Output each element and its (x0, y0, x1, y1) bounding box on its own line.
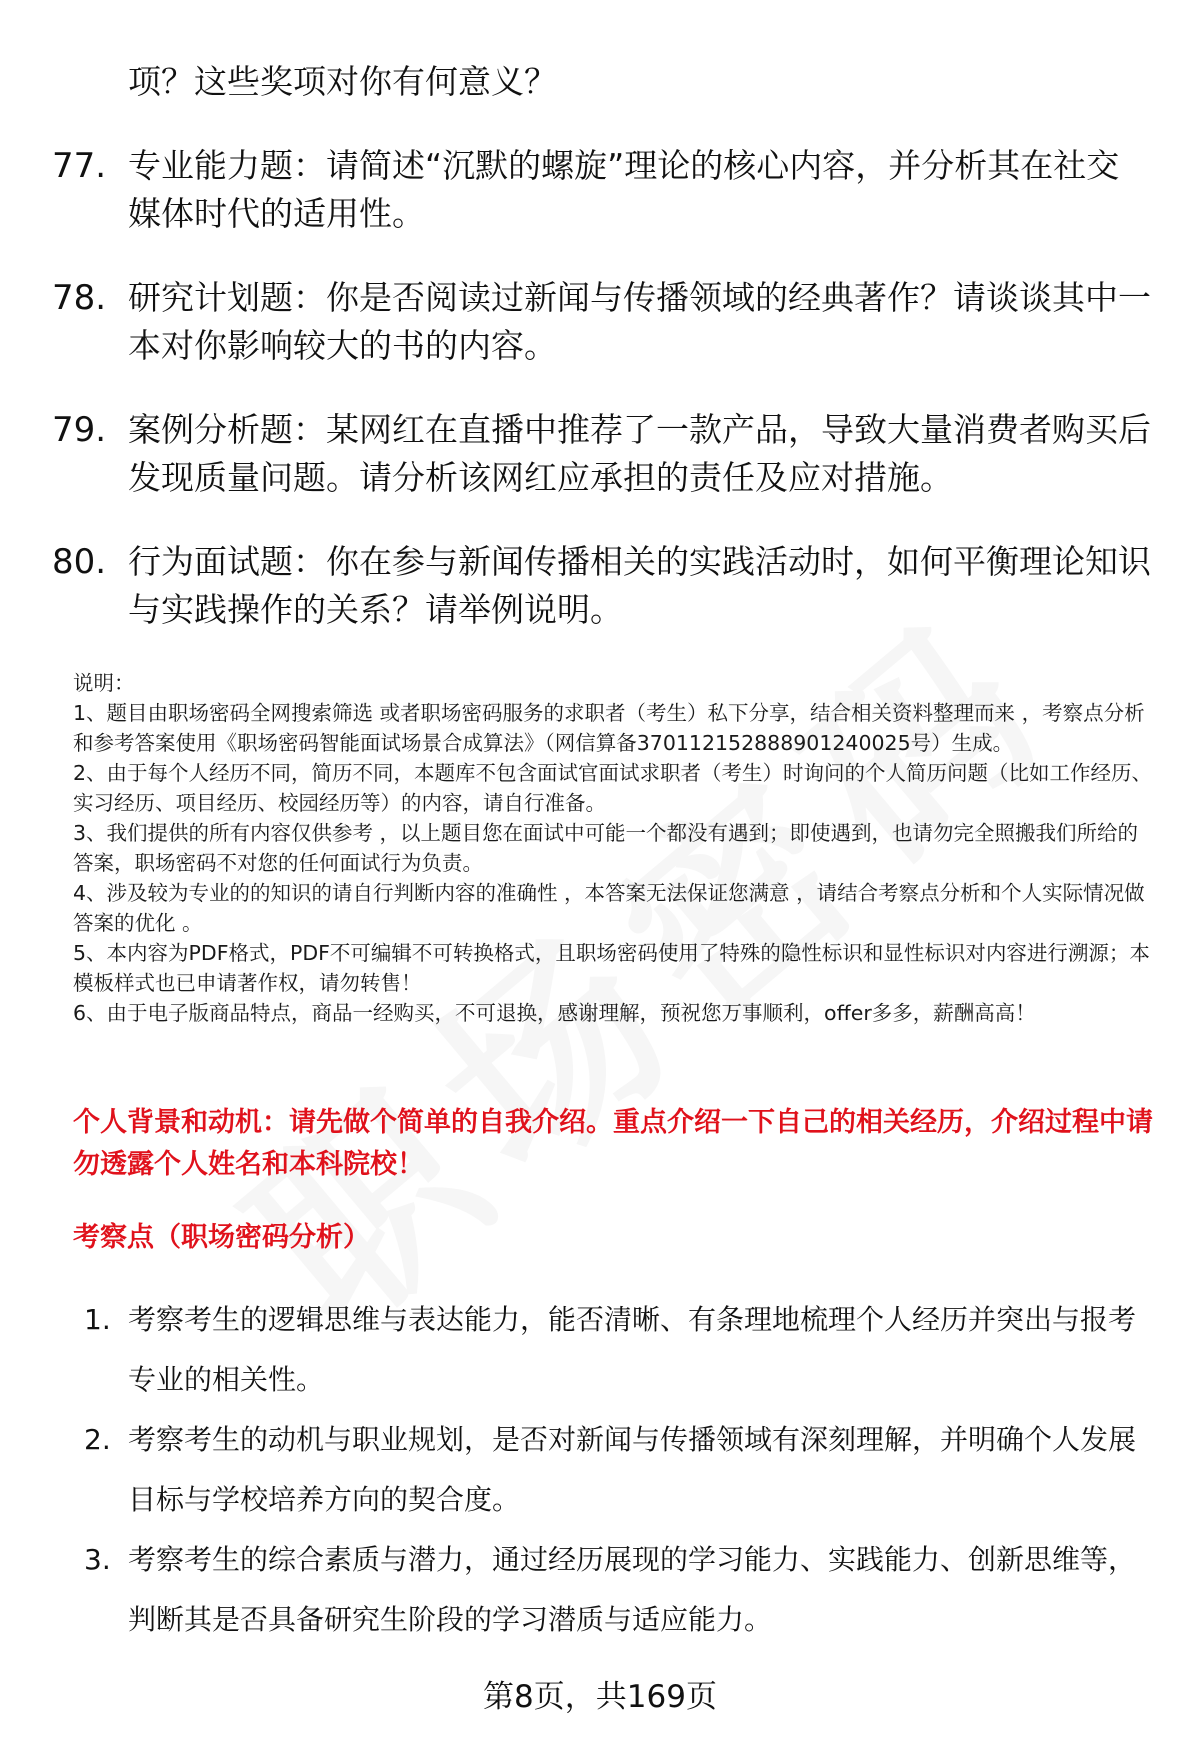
note-item: 1、题目由职场密码全网搜索筛选 或者职场密码服务的求职者（考生）私下分享，结合相关资料整理而来 ，考察点分析和参考答案使用《职场密码智能面试场景合成算法》（网信算备370112152888901240025号）生成。 (73, 701, 1145, 755)
page-footer: 第8页，共169页 (483, 1679, 717, 1715)
analysis-point (84, 1290, 1159, 1410)
analysis-point (84, 1410, 1159, 1530)
question-list (52, 142, 1152, 670)
question-text: 研究计划题：你是否阅读过新闻与传播领域的经典著作？请谈谈其中一本对你影响较大的书的内容。 (128, 278, 1151, 365)
point-text: 考察考生的综合素质与潜力，通过经历展现的学习能力、实践能力、创新思维等，判断其是否具备研究生阶段的学习潜质与适应能力。 (128, 1543, 1137, 1636)
question-number: 79. (52, 410, 107, 450)
point-number: 3. (84, 1543, 111, 1576)
note-item: 3、我们提供的所有内容仅供参考 ，以上题目您在面试中可能一个都没有遇到；即使遇到，也请勿完全照搬我们所给的答案，职场密码不对您的任何面试行为负责。 (73, 821, 1139, 875)
question-text: 专业能力题：请简述“沉默的螺旋”理论的核心内容，并分析其在社交媒体时代的适用性。 (128, 146, 1120, 233)
analysis-point (84, 1530, 1159, 1650)
disclaimer-notes (73, 668, 1158, 1028)
point-number: 2. (84, 1423, 111, 1456)
note-item: 2、由于每个人经历不同，简历不同，本题库不包含面试官面试求职者（考生）时询问的个人简历问题（比如工作经历、实习经历、项目经历、校园经历等）的内容，请自行准备。 (73, 761, 1153, 815)
question-number: 80. (52, 542, 107, 582)
question-item (52, 274, 1152, 370)
notes-title: 说明： (73, 671, 135, 695)
question-continuation: 项？这些奖项对你有何意义？ (128, 62, 557, 101)
question-item (52, 406, 1152, 502)
question-text: 行为面试题：你在参与新闻传播相关的实践活动时，如何平衡理论知识与实践操作的关系？请举例说明。 (128, 542, 1151, 629)
note-item: 4、涉及较为专业的的知识的请自行判断内容的准确性 ，本答案无法保证您满意 ，请结合考察点分析和个人实际情况做答案的优化 。 (73, 881, 1145, 935)
note-item: 5、本内容为PDF格式，PDF不可编辑不可转换格式，且职场密码使用了特殊的隐性标识和显性标识对内容进行溯源；本模板样式也已申请著作权，请勿转售！ (73, 941, 1150, 995)
point-number: 1. (84, 1303, 111, 1336)
interview-prompt: 个人背景和动机：请先做个简单的自我介绍。重点介绍一下自己的相关经历，介绍过程中请勿透露个人姓名和本科院校！ (73, 1107, 1153, 1180)
question-number: 78. (52, 278, 107, 318)
question-item (52, 142, 1152, 238)
question-text: 案例分析题：某网红在直播中推荐了一款产品，导致大量消费者购买后发现质量问题。请分析该网红应承担的责任及应对措施。 (128, 410, 1151, 497)
question-item (52, 538, 1152, 634)
question-number: 77. (52, 146, 107, 186)
note-item: 6、由于电子版商品特点，商品一经购买，不可退换，感谢理解，预祝您万事顺利，offer多多，薪酬高高！ (73, 1001, 1036, 1025)
analysis-points (84, 1290, 1159, 1650)
point-text: 考察考生的逻辑思维与表达能力，能否清晰、有条理地梳理个人经历并突出与报考专业的相关性。 (128, 1303, 1137, 1396)
analysis-heading: 考察点（职场密码分析） (73, 1222, 370, 1253)
point-text: 考察考生的动机与职业规划，是否对新闻与传播领域有深刻理解，并明确个人发展目标与学校培养方向的契合度。 (128, 1423, 1137, 1516)
